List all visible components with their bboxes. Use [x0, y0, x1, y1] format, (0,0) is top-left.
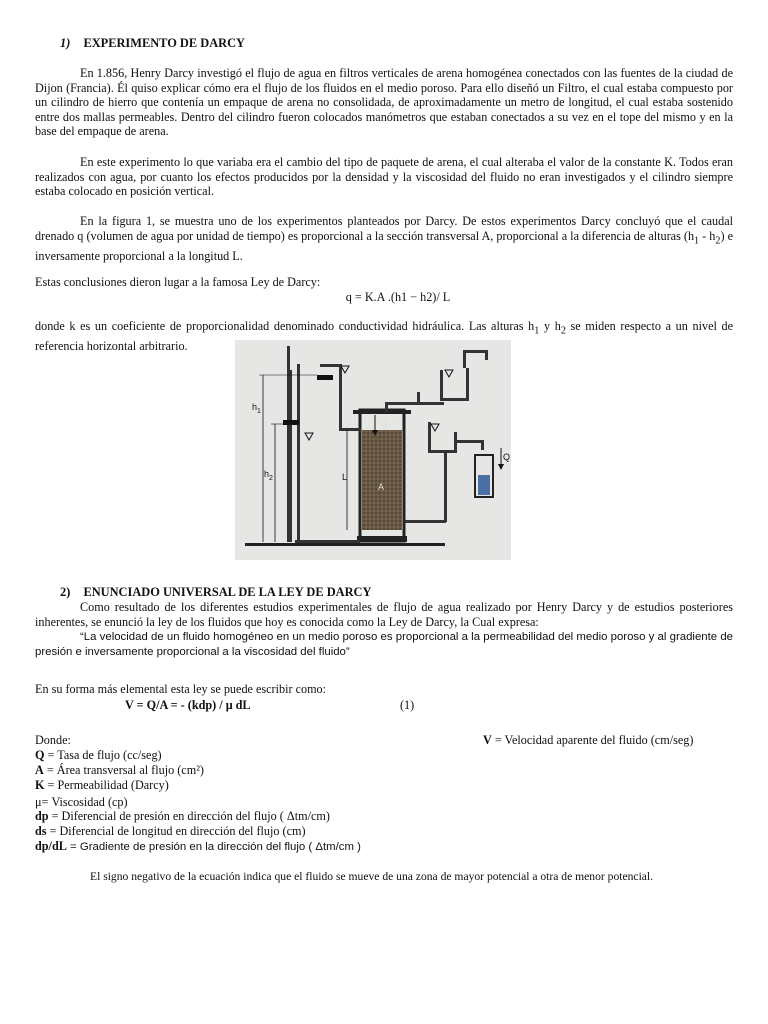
darcy-equation: V = Q/A = - (kdp) / μ dL	[125, 698, 251, 712]
definition-text: = Gradiente de presión en la dirección del flujo ( Δtm/cm )	[66, 841, 361, 853]
section-2-paragraph-1: Como resultado de los diferentes estudios experimentales de flujo de agua realizado por Henry Darcy y de estudios posteriores inherentes, se enunció la ley de los fluidos que hoy es conocida como la Ley de Darcy, la Cual expresa:	[35, 600, 733, 629]
definition-term: Q	[35, 748, 45, 762]
darcy-law-formula: q = K.A .(h1 − h2)/ L	[345, 290, 451, 304]
definition-text: = Diferencial de presión en dirección del flujo ( Δtm/cm)	[48, 809, 330, 823]
definition-text: = Viscosidad (cp)	[41, 795, 128, 809]
definition-term: μ	[35, 795, 42, 809]
figure-label-q-in: Q	[380, 418, 388, 428]
definition-flow-rate	[35, 748, 162, 763]
definition-ds	[35, 824, 306, 839]
definition-text: = Tasa de flujo (cc/seg)	[44, 748, 162, 762]
section-2-title: ENUNCIADO UNIVERSAL DE LA LEY DE DARCY	[83, 585, 372, 599]
figure-label-h1-text: h	[252, 402, 258, 412]
p5-text-b: y h	[539, 319, 561, 333]
closing-statement: El signo negativo de la ecuación indica que el fluido se mueve de una zona de mayor potencial a otra de menor potencial.	[90, 870, 654, 883]
donde-label: Donde:	[35, 733, 71, 747]
velocity-term: V	[483, 733, 492, 747]
darcy-experiment-figure	[235, 340, 511, 560]
section-1-paragraph-2: En este experimento lo que variaba era el cambio del tipo de paquete de arena, el cual alteraba el valor de la constante K. Todos eran realizados con agua, por cuanto los efectos producidos por la densidad y la viscosidad del fluido no eran investigados y el cilindro siempre estaba colocado en posición vertical.	[35, 155, 733, 199]
section-2-paragraph-2: En su forma más elemental esta ley se puede escribir como:	[35, 682, 327, 696]
figure-label-h2-sub: 2	[269, 474, 273, 482]
section-2-heading	[60, 585, 371, 600]
definition-text: = Área transversal al flujo (cm²)	[43, 763, 204, 777]
section-1-number: 1)	[60, 36, 71, 50]
p5-subscript-1: 1	[534, 325, 540, 337]
p3-text-b: - h	[699, 228, 716, 243]
section-2-number: 2)	[60, 585, 71, 599]
section-1-paragraph-3	[35, 214, 733, 263]
definition-text: = Permeabilidad (Darcy)	[44, 778, 169, 792]
figure-label-q-out: Q	[503, 452, 511, 462]
darcy-law-quote: “La velocidad de un fluido homogéneo en un medio poroso es proporcional a la permeabilidad del medio poroso y al gradiente de presión e inversamente proporcional a la viscosidad del fluido”	[35, 631, 733, 658]
definition-term: ds	[35, 824, 47, 838]
section-1-paragraph-1: En 1.856, Henry Darcy investigó el flujo de agua en filtros verticales de arena homogénea conectados con las fuentes de la ciudad de Dijon (Francia). Él quiso explicar cómo era el flujo de los fluidos en el medio poroso. Para ello diseñó un Filtro, el cual estaba compuesto por un cilindro de hierro que contenía un empaque de arena no consolidada, de aproximadamente un metro de longitud, el cual estaba sostenido entre dos mallas permeables. Dentro del cilindro fueron colocados manómetros que estaban conectados a su vez en el tope del mismo y en la base del empaque de arena.	[35, 66, 733, 139]
p5-text-a: donde k es un coeficiente de proporcionalidad denominado conductividad hidráulica. Las alturas h	[35, 319, 535, 333]
p3-text-a: En la figura 1, se muestra uno de los experimentos planteados por Darcy. De estos experimentos Darcy concluyó que el caudal drenado q (volumen de agua por unidad de tiempo) es proporcional a la sección transversal A, proporcional a la diferencia de alturas (h	[35, 214, 733, 243]
section-1-paragraph-4: Estas conclusiones dieron lugar a la famosa Ley de Darcy:	[35, 275, 321, 289]
section-1-heading	[60, 36, 245, 51]
figure-label-h2-text: h	[264, 469, 270, 479]
figure-label-a: A	[378, 482, 385, 492]
definition-term: dp/dL	[35, 839, 67, 853]
definition-area	[35, 763, 204, 778]
section-1-title: EXPERIMENTO DE DARCY	[83, 36, 245, 50]
darcy-apparatus-diagram	[235, 340, 511, 560]
equation-number: (1)	[400, 698, 415, 712]
p3-text-c: ) e inversamente proporcional a la longitud L.	[35, 228, 733, 263]
definition-term: A	[35, 763, 44, 777]
p3-subscript-1: 1	[694, 235, 700, 247]
definition-permeability	[35, 778, 169, 793]
figure-label-h2	[264, 467, 273, 486]
velocity-text: = Velocidad aparente del fluido (cm/seg)	[491, 733, 694, 747]
p5-text-c: se miden respecto a un nivel de referencia horizontal arbitrario.	[35, 319, 734, 354]
figure-label-h1	[252, 400, 261, 419]
velocity-definition	[483, 733, 693, 748]
definition-text: = Diferencial de longitud en dirección del flujo (cm)	[46, 824, 306, 838]
definition-viscosity	[35, 795, 128, 810]
definition-term: dp	[35, 809, 49, 823]
definition-dp	[35, 809, 330, 824]
definition-term: K	[35, 778, 45, 792]
p5-subscript-2: 2	[560, 325, 566, 337]
p3-subscript-2: 2	[715, 235, 721, 247]
definition-dpdl	[35, 839, 361, 855]
figure-label-h1-sub: 1	[257, 407, 261, 415]
figure-label-L: L	[342, 472, 348, 482]
